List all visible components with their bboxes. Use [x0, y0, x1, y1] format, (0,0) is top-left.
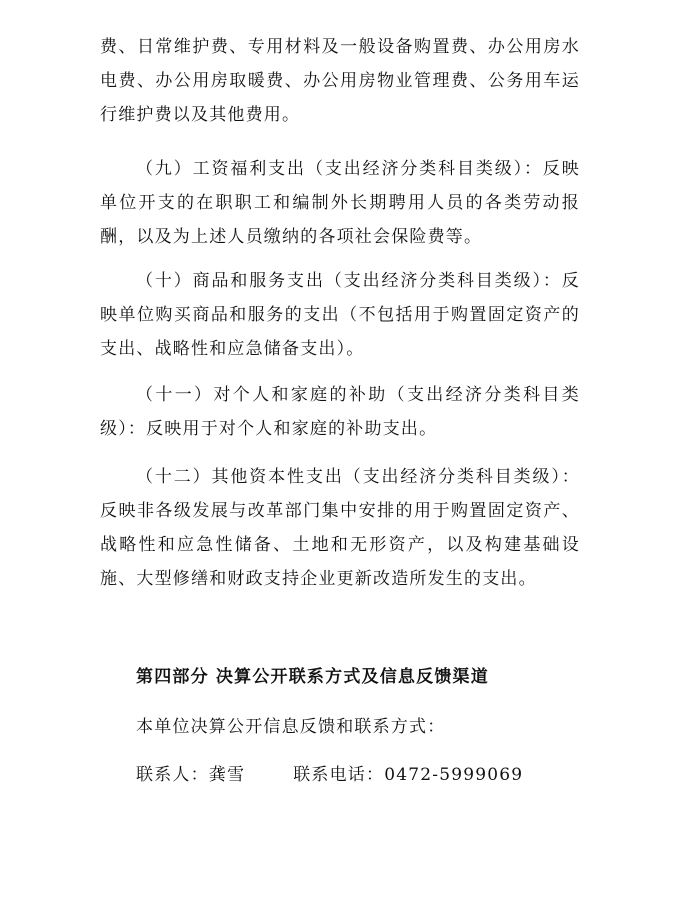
paragraph-expense-items: 费、日常维护费、专用材料及一般设备购置费、办公用房水电费、办公用房取暖费、办公用房物业管理费、公务用车运行维护费以及其他费用。	[100, 37, 580, 125]
contact-phone: 联系电话：0472-5999069	[293, 765, 524, 785]
contact-intro: 本单位决算公开信息反馈和联系方式：	[136, 717, 446, 737]
paragraph-wages-welfare: （九）工资福利支出（支出经济分类科目类级）：反映单位开支的在职职工和编制外长期聘用人员的各类劳动报酬，以及为上述人员缴纳的各项社会保险费等。	[100, 159, 580, 247]
contact-line	[136, 758, 523, 792]
contact-person: 联系人：龚雪	[136, 765, 246, 785]
paragraph-goods-services: （十）商品和服务支出（支出经济分类科目类级）：反映单位购买商品和服务的支出（不包括用于购置固定资产的支出、战略性和应急储备支出）。	[100, 271, 580, 359]
paragraph-other-capital: （十二）其他资本性支出（支出经济分类科目类级）：反映非各级发展与改革部门集中安排的用于购置固定资产、战略性和应急性储备、土地和无形资产，以及构建基础设施、大型修缮和财政支持企业更新改造所发生的支出。	[100, 467, 580, 589]
section-title: 第四部分 决算公开联系方式及信息反馈渠道	[136, 667, 489, 687]
paragraph-household-subsidy: （十一）对个人和家庭的补助（支出经济分类科目类级）：反映用于对个人和家庭的补助支出。	[100, 385, 580, 439]
